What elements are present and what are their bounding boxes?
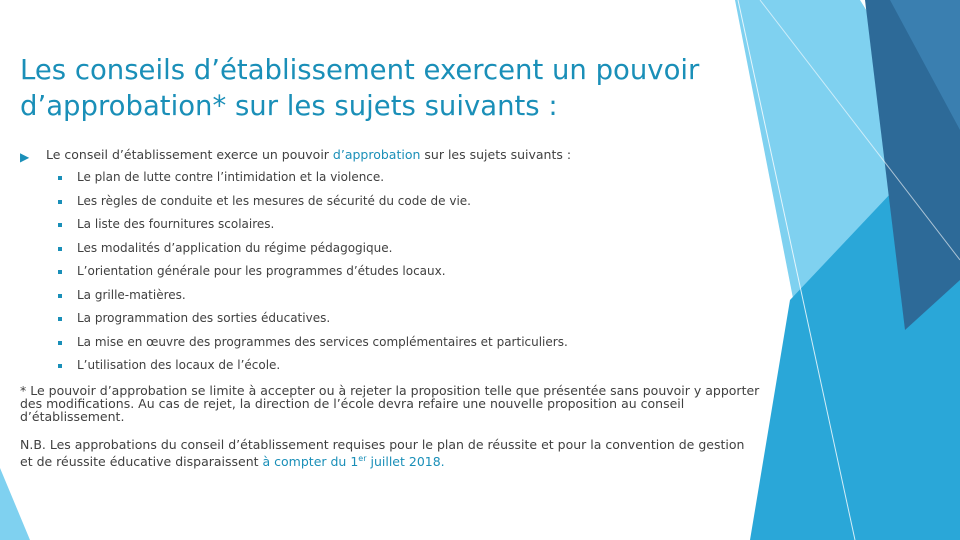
- square-bullet-icon: [58, 270, 62, 274]
- list-item: [20, 237, 760, 261]
- square-bullet-icon: [58, 317, 62, 321]
- approval-subjects-list: [20, 166, 760, 378]
- deco-left-triangle: [0, 468, 30, 540]
- square-bullet-icon: [58, 247, 62, 251]
- square-bullet-icon: [58, 364, 62, 368]
- main-bullet: [20, 146, 760, 164]
- arrow-bullet-icon: ▶: [20, 150, 30, 164]
- list-item-text: La mise en œuvre des programmes des services complémentaires et particuliers.: [77, 334, 568, 349]
- list-item: [20, 354, 760, 378]
- main-bullet-text-end: sur les sujets suivants :: [420, 147, 572, 162]
- slide-content: [20, 146, 760, 378]
- list-item: [20, 166, 760, 190]
- square-bullet-icon: [58, 223, 62, 227]
- nb-date-highlight-end: juillet 2018.: [366, 454, 445, 470]
- list-item-text: La programmation des sorties éducatives.: [77, 311, 331, 325]
- list-item-text: La liste des fournitures scolaires.: [77, 217, 275, 231]
- list-item: [20, 260, 760, 284]
- slide-title: Les conseils d’établissement exercent un pouvoir d’approbation* sur les sujets suivants :: [20, 54, 700, 122]
- list-item-text: Les règles de conduite et les mesures de sécurité du code de vie.: [77, 193, 471, 208]
- nb-date-sup: er: [358, 454, 367, 463]
- list-item: [20, 213, 760, 237]
- nb-note: [20, 438, 760, 469]
- list-item: [20, 190, 760, 214]
- square-bullet-icon: [58, 200, 62, 204]
- nb-date-highlight: à compter du 1: [262, 454, 359, 470]
- main-bullet-text: Le conseil d’établissement exerce un pouvoir: [46, 147, 333, 162]
- square-bullet-icon: [58, 176, 62, 180]
- list-item-text: L’orientation générale pour les programmes d’études locaux.: [77, 264, 446, 278]
- list-item-text: L’utilisation des locaux de l’école.: [77, 358, 281, 372]
- footnote: * Le pouvoir d’approbation se limite à accepter ou à rejeter la proposition telle que présentée sans pouvoir y apporter des modifications. Au cas de rejet, la direction de l’école devra refaire une nouvelle proposition au conseil d’établissement.: [20, 383, 760, 424]
- list-item-text: Les modalités d’application du régime pédagogique.: [77, 240, 393, 255]
- square-bullet-icon: [58, 294, 62, 298]
- main-bullet-highlight: d’approbation: [332, 147, 421, 162]
- square-bullet-icon: [58, 341, 62, 345]
- nb-text: N.B. Les approbations du conseil d’établissement requises pour le plan de réussite et pour la convention de gestion et de réussite éducative disparaissent: [20, 437, 745, 470]
- list-item: [20, 284, 760, 308]
- list-item: [20, 307, 760, 331]
- list-item-text: Le plan de lutte contre l’intimidation et la violence.: [77, 170, 385, 184]
- list-item: [20, 331, 760, 355]
- list-item-text: La grille-matières.: [77, 287, 186, 302]
